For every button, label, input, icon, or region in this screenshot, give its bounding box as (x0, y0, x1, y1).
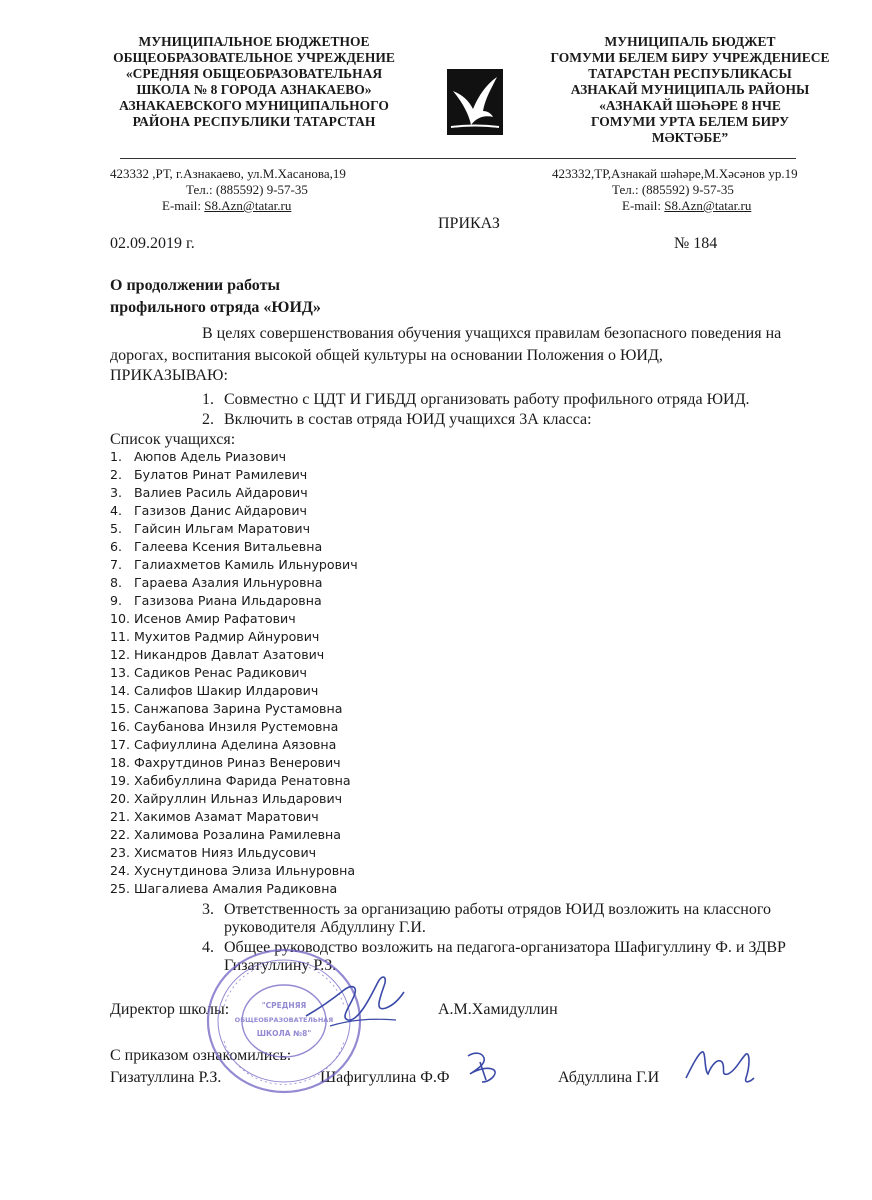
right-email-row (622, 198, 751, 213)
header-right-block (540, 34, 840, 146)
order-item-3-line-1: Ответственность за организацию работы отрядов ЮИД возложить на классного (224, 901, 772, 918)
header-left-line: РАЙОНА РЕСПУБЛИКИ ТАТАРСТАН (132, 114, 376, 129)
item-text: Совместно с ЦДТ И ГИБДД организовать работу профильного отряда ЮИД. (224, 391, 750, 408)
bird-logo-icon (447, 69, 503, 135)
list-item: 17. Сафиуллина Аделина Аязовна (110, 737, 337, 752)
list-item: 24. Хуснутдинова Элиза Ильнуровна (110, 863, 356, 878)
right-email-link[interactable]: S8.Azn@tatar.ru (664, 198, 752, 213)
order-item-1 (202, 390, 749, 410)
header-right-line: МӘКТӘБЕ” (651, 130, 729, 145)
header-right-line: АЗНАКАЙ МУНИЦИПАЛЬ РАЙОНЫ (570, 82, 810, 97)
right-phone: Тел.: (885592) 9-57-35 (612, 182, 734, 197)
intro-line-1: В целях совершенствования обучения учащихся правилам безопасного поведения на (202, 325, 782, 342)
order-item-4-line-2: Гизатуллину Р.З. (224, 957, 337, 974)
stamp-text: ШКОЛА №8" (256, 1029, 312, 1038)
list-item: 3. Валиев Расиль Айдарович (110, 485, 308, 500)
order-item-2 (202, 410, 592, 430)
subject-line-1: О продолжении работы (110, 277, 280, 294)
item-text: Включить в состав отряда ЮИД учащихся 3А класса: (224, 411, 592, 428)
list-item: 11. Мухитов Радмир Айнурович (110, 629, 320, 644)
stamp-text: ОБЩЕОБРАЗОВАТЕЛЬНАЯ (234, 1016, 334, 1024)
right-address: 423332,ТР,Азнакай шәһәре,М.Хәсәнов ур.19 (552, 166, 798, 181)
stamp-text: "СРЕДНЯЯ (261, 1001, 307, 1010)
item-number: 2. (202, 411, 214, 428)
list-item: 10. Исенов Амир Рафатович (110, 611, 296, 626)
left-phone: Тел.: (885592) 9-57-35 (186, 182, 308, 197)
header-right-line: МУНИЦИПАЛЬ БЮДЖЕТ (604, 34, 776, 49)
item-number: 1. (202, 391, 214, 408)
school-logo (447, 69, 503, 135)
subject-line-2: профильного отряда «ЮИД» (110, 299, 321, 316)
list-item: 14. Салифов Шакир Илдарович (110, 683, 319, 698)
list-item: 9. Газизова Риана Ильдаровна (110, 593, 322, 608)
list-item: 16. Саубанова Инзиля Рустемовна (110, 719, 339, 734)
ack-name-2: Шафигуллина Ф.Ф (320, 1069, 450, 1086)
list-item: 8. Гараева Азалия Ильнуровна (110, 575, 323, 590)
shafigullina-signature (460, 1048, 508, 1088)
list-item: 21. Хакимов Азамат Маратович (110, 809, 319, 824)
abdullina-signature (680, 1044, 758, 1090)
list-item: 4. Газизов Данис Айдарович (110, 503, 307, 518)
header-left-block (104, 34, 404, 130)
left-email-row (162, 198, 291, 213)
ack-name-3: Абдуллина Г.И (558, 1069, 660, 1086)
signature-icon (680, 1044, 758, 1090)
email-label: E-mail: (162, 198, 205, 213)
list-item: 22. Халимова Розалина Рамилевна (110, 827, 341, 842)
director-name: А.М.Хамидуллин (438, 1001, 558, 1018)
intro-line-2: дорогах, воспитания высокой общей культуры на основании Положения о ЮИД, (110, 347, 663, 364)
header-left-line: ШКОЛА № 8 ГОРОДА АЗНАКАЕВО» (136, 82, 372, 97)
signature-icon (460, 1048, 508, 1088)
header-right-line: «АЗНАКАЙ ШӘҺӘРЕ 8 НЧЕ (599, 98, 781, 113)
document-number: № 184 (674, 235, 718, 252)
list-item: 12. Никандров Давлат Азатович (110, 647, 325, 662)
header-left-line: МУНИЦИПАЛЬНОЕ БЮДЖЕТНОЕ (138, 34, 370, 49)
email-label: E-mail: (622, 198, 665, 213)
header-right-line: ТАТАРСТАН РЕСПУБЛИКАСЫ (588, 66, 792, 81)
list-item: 2. Булатов Ринат Рамилевич (110, 467, 308, 482)
ack-name-1: Гизатуллина Р.З. (110, 1069, 222, 1086)
order-item-3-line-2: руководителя Абдуллину Г.И. (224, 919, 426, 936)
header-right-line: ГОМУМИ БЕЛЕМ БИРУ УЧРЕЖДЕНИЕСЕ (550, 50, 830, 65)
order-word: ПРИКАЗЫВАЮ: (110, 367, 228, 384)
list-item: 5. Гайсин Ильгам Маратович (110, 521, 311, 536)
document-title: ПРИКАЗ (438, 215, 500, 232)
list-item: 19. Хабибуллина Фарида Ренатовна (110, 773, 351, 788)
list-item: 18. Фахрутдинов Риназ Венерович (110, 755, 341, 770)
director-label: Директор школы: (110, 1001, 230, 1018)
list-item: 6. Галеева Ксения Витальевна (110, 539, 323, 554)
left-address: 423332 ,РТ, г.Азнакаево, ул.М.Хасанова,19 (110, 166, 346, 181)
order-item-4-line-1: Общее руководство возложить на педагога-организатора Шафигуллину Ф. и ЗДВР (224, 939, 786, 956)
list-item: 20. Хайруллин Ильназ Ильдарович (110, 791, 343, 806)
list-item: 13. Садиков Ренас Радикович (110, 665, 307, 680)
order-item-3-number: 3. (202, 901, 214, 918)
student-list (110, 448, 358, 898)
header-left-line: «СРЕДНЯЯ ОБЩЕОБРАЗОВАТЕЛЬНАЯ (125, 66, 383, 81)
list-item: 23. Хисматов Нияз Ильдусович (110, 845, 317, 860)
list-item: 15. Санжапова Зарина Рустамовна (110, 701, 343, 716)
acknowledgement-label: С приказом ознакомились: (110, 1047, 292, 1064)
list-item: 1. Аюпов Адель Риазович (110, 449, 287, 464)
list-item: 25. Шагалиева Амалия Радиковна (110, 881, 338, 896)
order-item-4-number: 4. (202, 939, 214, 956)
header-right-line: ГОМУМИ УРТА БЕЛЕМ БИРУ (591, 114, 789, 129)
director-signature (300, 968, 410, 1038)
header-left-line: ОБЩЕОБРАЗОВАТЕЛЬНОЕ УЧРЕЖДЕНИЕ (113, 50, 395, 65)
signature-icon (300, 968, 410, 1038)
header-left-line: АЗНАКАЕВСКОГО МУНИЦИПАЛЬНОГО (119, 98, 389, 113)
header-divider (120, 158, 796, 159)
list-title: Список учащихся: (110, 431, 236, 448)
left-email-link[interactable]: S8.Azn@tatar.ru (204, 198, 292, 213)
list-item: 7. Галиахметов Камиль Ильнурович (110, 557, 358, 572)
document-date: 02.09.2019 г. (110, 235, 195, 252)
